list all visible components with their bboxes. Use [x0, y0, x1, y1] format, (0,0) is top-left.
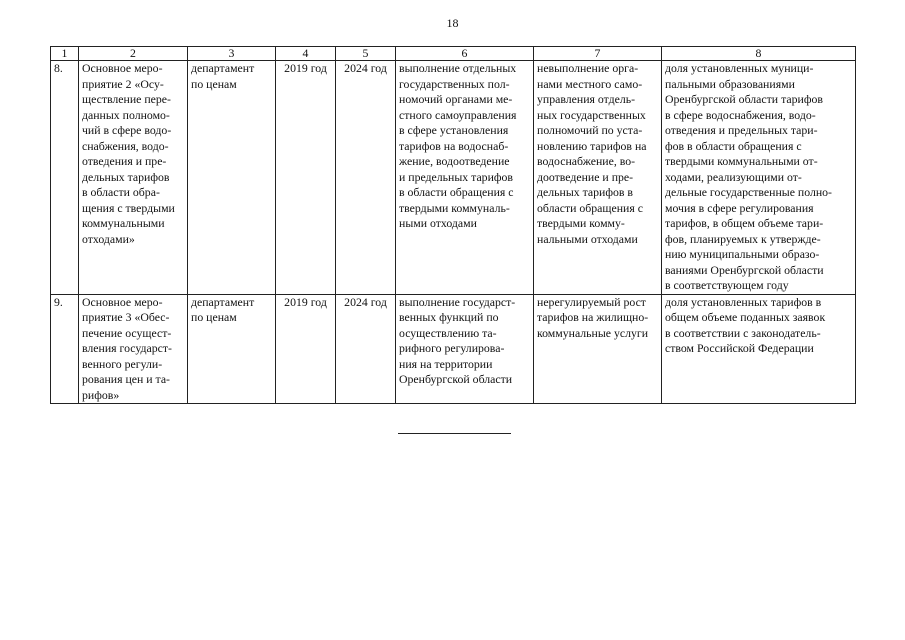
indicator-line: в сфере водоснабжения, водо- [665, 107, 816, 122]
consequences-line: невыполнение орга- [537, 61, 639, 75]
row-number: 9. [51, 294, 79, 404]
result-line: в области обращения с [399, 185, 514, 199]
executor-cell [188, 294, 276, 404]
indicator-line: в соответствии с законодатель- [665, 325, 821, 340]
event-line: ществление пере- [82, 92, 171, 106]
indicator-line: нию муниципальными образо- [665, 247, 820, 261]
consequences-line: нальными отходами [537, 231, 638, 246]
event-line: венного регули- [82, 356, 163, 371]
executor-line: департамент [191, 294, 255, 309]
result-line: осуществлению та- [399, 325, 497, 340]
measures-table [50, 46, 856, 404]
executor-line: департамент [191, 61, 255, 75]
event-line: приятие 3 «Обес- [82, 310, 170, 324]
result-line: ными отходами [399, 216, 477, 230]
separator-line [398, 433, 511, 434]
column-number: 8 [662, 47, 856, 61]
indicator-line: в соответствующем году [665, 278, 789, 292]
column-number: 5 [336, 47, 396, 61]
indicator-line: дельные государственные полно- [665, 185, 832, 199]
event-line: рования цен и та- [82, 372, 170, 386]
start-year-cell: 2019 год [276, 61, 336, 295]
consequences-line: водоснабжение, во- [537, 154, 636, 168]
result-line: Оренбургской области [399, 372, 513, 386]
consequences-line: коммунальные услуги [537, 325, 649, 340]
consequences-cell [534, 294, 662, 404]
consequences-line: твердыми комму- [537, 216, 625, 230]
consequences-line: области обращения с [537, 200, 643, 215]
consequences-cell [534, 61, 662, 295]
event-line: рифов» [82, 387, 120, 402]
event-line: Основное меро- [82, 61, 163, 75]
consequences-line: новлению тарифов на [537, 138, 647, 153]
consequences-line: полномочий по уста- [537, 123, 643, 137]
column-number: 3 [188, 47, 276, 61]
result-line: государственных пол- [399, 76, 510, 91]
executor-line: по ценам [191, 76, 237, 91]
indicator-line: фов, планируемых к утвержде- [665, 231, 821, 246]
event-line: печение осущест- [82, 325, 172, 340]
consequences-line: нерегулируемый рост [537, 294, 646, 309]
indicator-line: ходами, реализующими от- [665, 169, 802, 184]
page-number: 18 [446, 16, 459, 30]
indicator-line: ваниями Оренбургской области [665, 262, 824, 277]
column-number: 2 [79, 47, 188, 61]
event-cell [79, 294, 188, 404]
end-year-cell: 2024 год [336, 294, 396, 404]
result-line: стного самоуправления [399, 107, 517, 122]
indicator-line: мочия в сфере регулирования [665, 200, 814, 215]
indicator-line: ством Российской Федерации [665, 341, 814, 355]
result-cell [396, 294, 534, 404]
result-line: выполнение отдельных [399, 61, 517, 75]
result-cell [396, 61, 534, 295]
result-line: рифного регулирова- [399, 341, 505, 355]
indicator-line: Оренбургской области тарифов [665, 92, 823, 106]
result-line: выполнение государст- [399, 294, 516, 309]
event-line: вления государст- [82, 341, 172, 355]
column-number: 7 [534, 47, 662, 61]
indicator-line: пальными образованиями [665, 76, 795, 91]
consequences-line: ных государственных [537, 107, 646, 122]
event-line: дельных тарифов [82, 169, 170, 184]
table-row [51, 294, 856, 404]
result-line: жение, водоотведение [399, 154, 510, 168]
result-line: твердыми коммуналь- [399, 200, 510, 215]
event-cell [79, 61, 188, 295]
column-number-row [51, 47, 856, 61]
indicator-line: отведения и предельных тари- [665, 123, 818, 137]
event-line: в области обра- [82, 185, 160, 199]
result-line: тарифов на водоснаб- [399, 138, 509, 153]
event-line: коммунальными [82, 216, 165, 230]
indicator-line: тарифов, в общем объеме тари- [665, 216, 824, 230]
result-line: и предельных тарифов [399, 169, 514, 184]
indicator-line: твердыми коммунальными от- [665, 154, 818, 168]
consequences-line: доотведение и пре- [537, 169, 634, 184]
consequences-line: дельных тарифов в [537, 185, 633, 199]
consequences-line: управления отдель- [537, 92, 636, 106]
consequences-line: тарифов на жилищно- [537, 310, 649, 324]
executor-cell [188, 61, 276, 295]
event-line: щения с твердыми [82, 200, 175, 215]
event-line: снабжения, водо- [82, 138, 169, 153]
column-number: 6 [396, 47, 534, 61]
result-line: в сфере установления [399, 123, 509, 137]
consequences-line: нами местного само- [537, 76, 643, 91]
result-line: ния на территории [399, 356, 493, 371]
indicator-cell [662, 294, 856, 404]
end-year-cell: 2024 год [336, 61, 396, 295]
table-row [51, 61, 856, 295]
indicator-line: фов в области обращения с [665, 138, 802, 153]
column-number: 4 [276, 47, 336, 61]
event-line: Основное меро- [82, 294, 163, 309]
event-line: данных полномо- [82, 107, 170, 122]
indicator-line: доля установленных муници- [665, 61, 814, 75]
start-year-cell: 2019 год [276, 294, 336, 404]
executor-line: по ценам [191, 310, 237, 324]
column-number: 1 [51, 47, 79, 61]
event-line: отведения и пре- [82, 154, 167, 168]
result-line: венных функций по [399, 310, 499, 324]
indicator-cell [662, 61, 856, 295]
result-line: номочий органами ме- [399, 92, 513, 106]
event-line: приятие 2 «Осу- [82, 76, 164, 91]
event-line: чий в сфере водо- [82, 123, 172, 137]
event-line: отходами» [82, 231, 135, 246]
row-number: 8. [51, 61, 79, 295]
indicator-line: общем объеме поданных заявок [665, 310, 826, 324]
indicator-line: доля установленных тарифов в [665, 294, 822, 309]
